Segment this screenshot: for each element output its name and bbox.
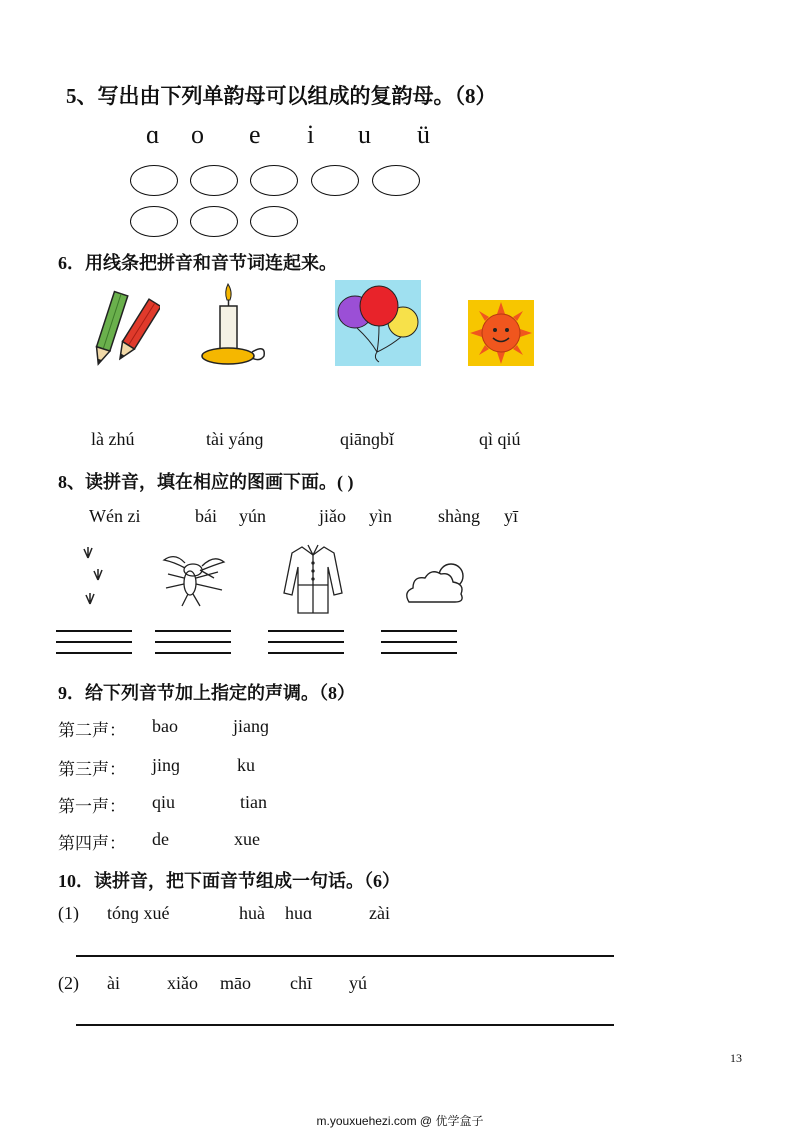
- syllable: zài: [369, 903, 390, 923]
- syllable: jianɡ: [233, 716, 269, 736]
- q8-pinyin: Wén zi: [89, 506, 141, 526]
- vowel-e: e: [249, 120, 261, 149]
- tone-label: 第三声：: [58, 760, 126, 779]
- syllable: xiǎo: [167, 973, 198, 993]
- tone-label: 第二声：: [58, 721, 126, 740]
- answer-oval[interactable]: [190, 165, 238, 196]
- answer-oval[interactable]: [311, 165, 359, 196]
- vowel-o: o: [191, 120, 204, 149]
- q8-pinyin: jiǎo: [319, 506, 346, 526]
- syllable: qiu: [152, 792, 176, 812]
- syllable: huà: [239, 903, 265, 923]
- syllable: huɑ: [285, 903, 313, 923]
- syllable: jinɡ: [152, 755, 181, 775]
- q8-title: 8、读拼音，填在相应的图画下面。( ): [58, 472, 354, 492]
- answer-oval[interactable]: [250, 165, 298, 196]
- syllable: ài: [107, 973, 120, 993]
- syllable: xue: [234, 829, 260, 849]
- answer-line[interactable]: [76, 1024, 614, 1026]
- syllable: de: [152, 829, 169, 849]
- q8-pinyin: yìn: [369, 506, 393, 526]
- vowel-a: ɑ: [146, 120, 160, 149]
- q8-pinyin: yún: [239, 506, 266, 526]
- answer-oval[interactable]: [190, 206, 238, 237]
- q8-pinyin: bái: [195, 506, 217, 526]
- pencils-icon: [88, 288, 160, 368]
- q6-pinyin-qianbi: qiānɡbǐ: [340, 429, 394, 449]
- answer-lines[interactable]: [381, 630, 457, 663]
- answer-line[interactable]: [76, 955, 614, 957]
- sun-icon: [468, 300, 534, 366]
- syllable: ku: [237, 755, 255, 775]
- q9-title: 9．给下列音节加上指定的声调。（8）: [58, 683, 355, 703]
- answer-lines[interactable]: [56, 630, 132, 663]
- answer-oval[interactable]: [372, 165, 420, 196]
- answer-oval[interactable]: [130, 206, 178, 237]
- vowel-i: i: [307, 120, 315, 149]
- q6-title: 6．用线条把拼音和音节词连起来。: [58, 253, 337, 273]
- answer-lines[interactable]: [268, 630, 344, 663]
- syllable: bao: [152, 716, 178, 736]
- syllable: māo: [220, 973, 251, 993]
- q6-pinyin-taiyang: tài yánɡ: [206, 429, 264, 449]
- item-number: (2): [58, 973, 79, 993]
- syllable: tian: [240, 792, 267, 812]
- shirt-icon: [280, 543, 346, 615]
- q8-pinyin: yī: [504, 506, 519, 526]
- q8-pinyin: shàng: [438, 506, 480, 526]
- tone-label: 第四声：: [58, 834, 126, 853]
- candle-icon: [200, 282, 270, 372]
- item-number: (1): [58, 903, 79, 923]
- syllable: chī: [290, 973, 312, 993]
- tone-label: 第一声：: [58, 797, 126, 816]
- vowel-u: u: [358, 120, 371, 149]
- q10-title: 10．读拼音，把下面音节组成一句话。（6）: [58, 871, 400, 891]
- balloons-icon: [335, 280, 421, 366]
- mosquito-icon: [160, 548, 230, 610]
- syllable: tónɡ xué: [107, 903, 170, 923]
- footprints-icon: [80, 542, 110, 614]
- page-number: 13: [730, 1051, 742, 1065]
- footer-watermark: m.youxuehezi.com @ 优学盒子: [316, 1114, 484, 1128]
- syllable: yú: [349, 973, 367, 993]
- q6-pinyin-lazhu: là zhú: [91, 429, 135, 449]
- q5-title: 5、写出由下列单韵母可以组成的复韵母。（8）: [66, 84, 497, 108]
- cloud-icon: [403, 560, 469, 608]
- answer-oval[interactable]: [130, 165, 178, 196]
- q6-pinyin-qiqiu: qì qiú: [479, 429, 521, 449]
- answer-lines[interactable]: [155, 630, 231, 663]
- vowel-v: ü: [417, 120, 430, 149]
- answer-oval[interactable]: [250, 206, 298, 237]
